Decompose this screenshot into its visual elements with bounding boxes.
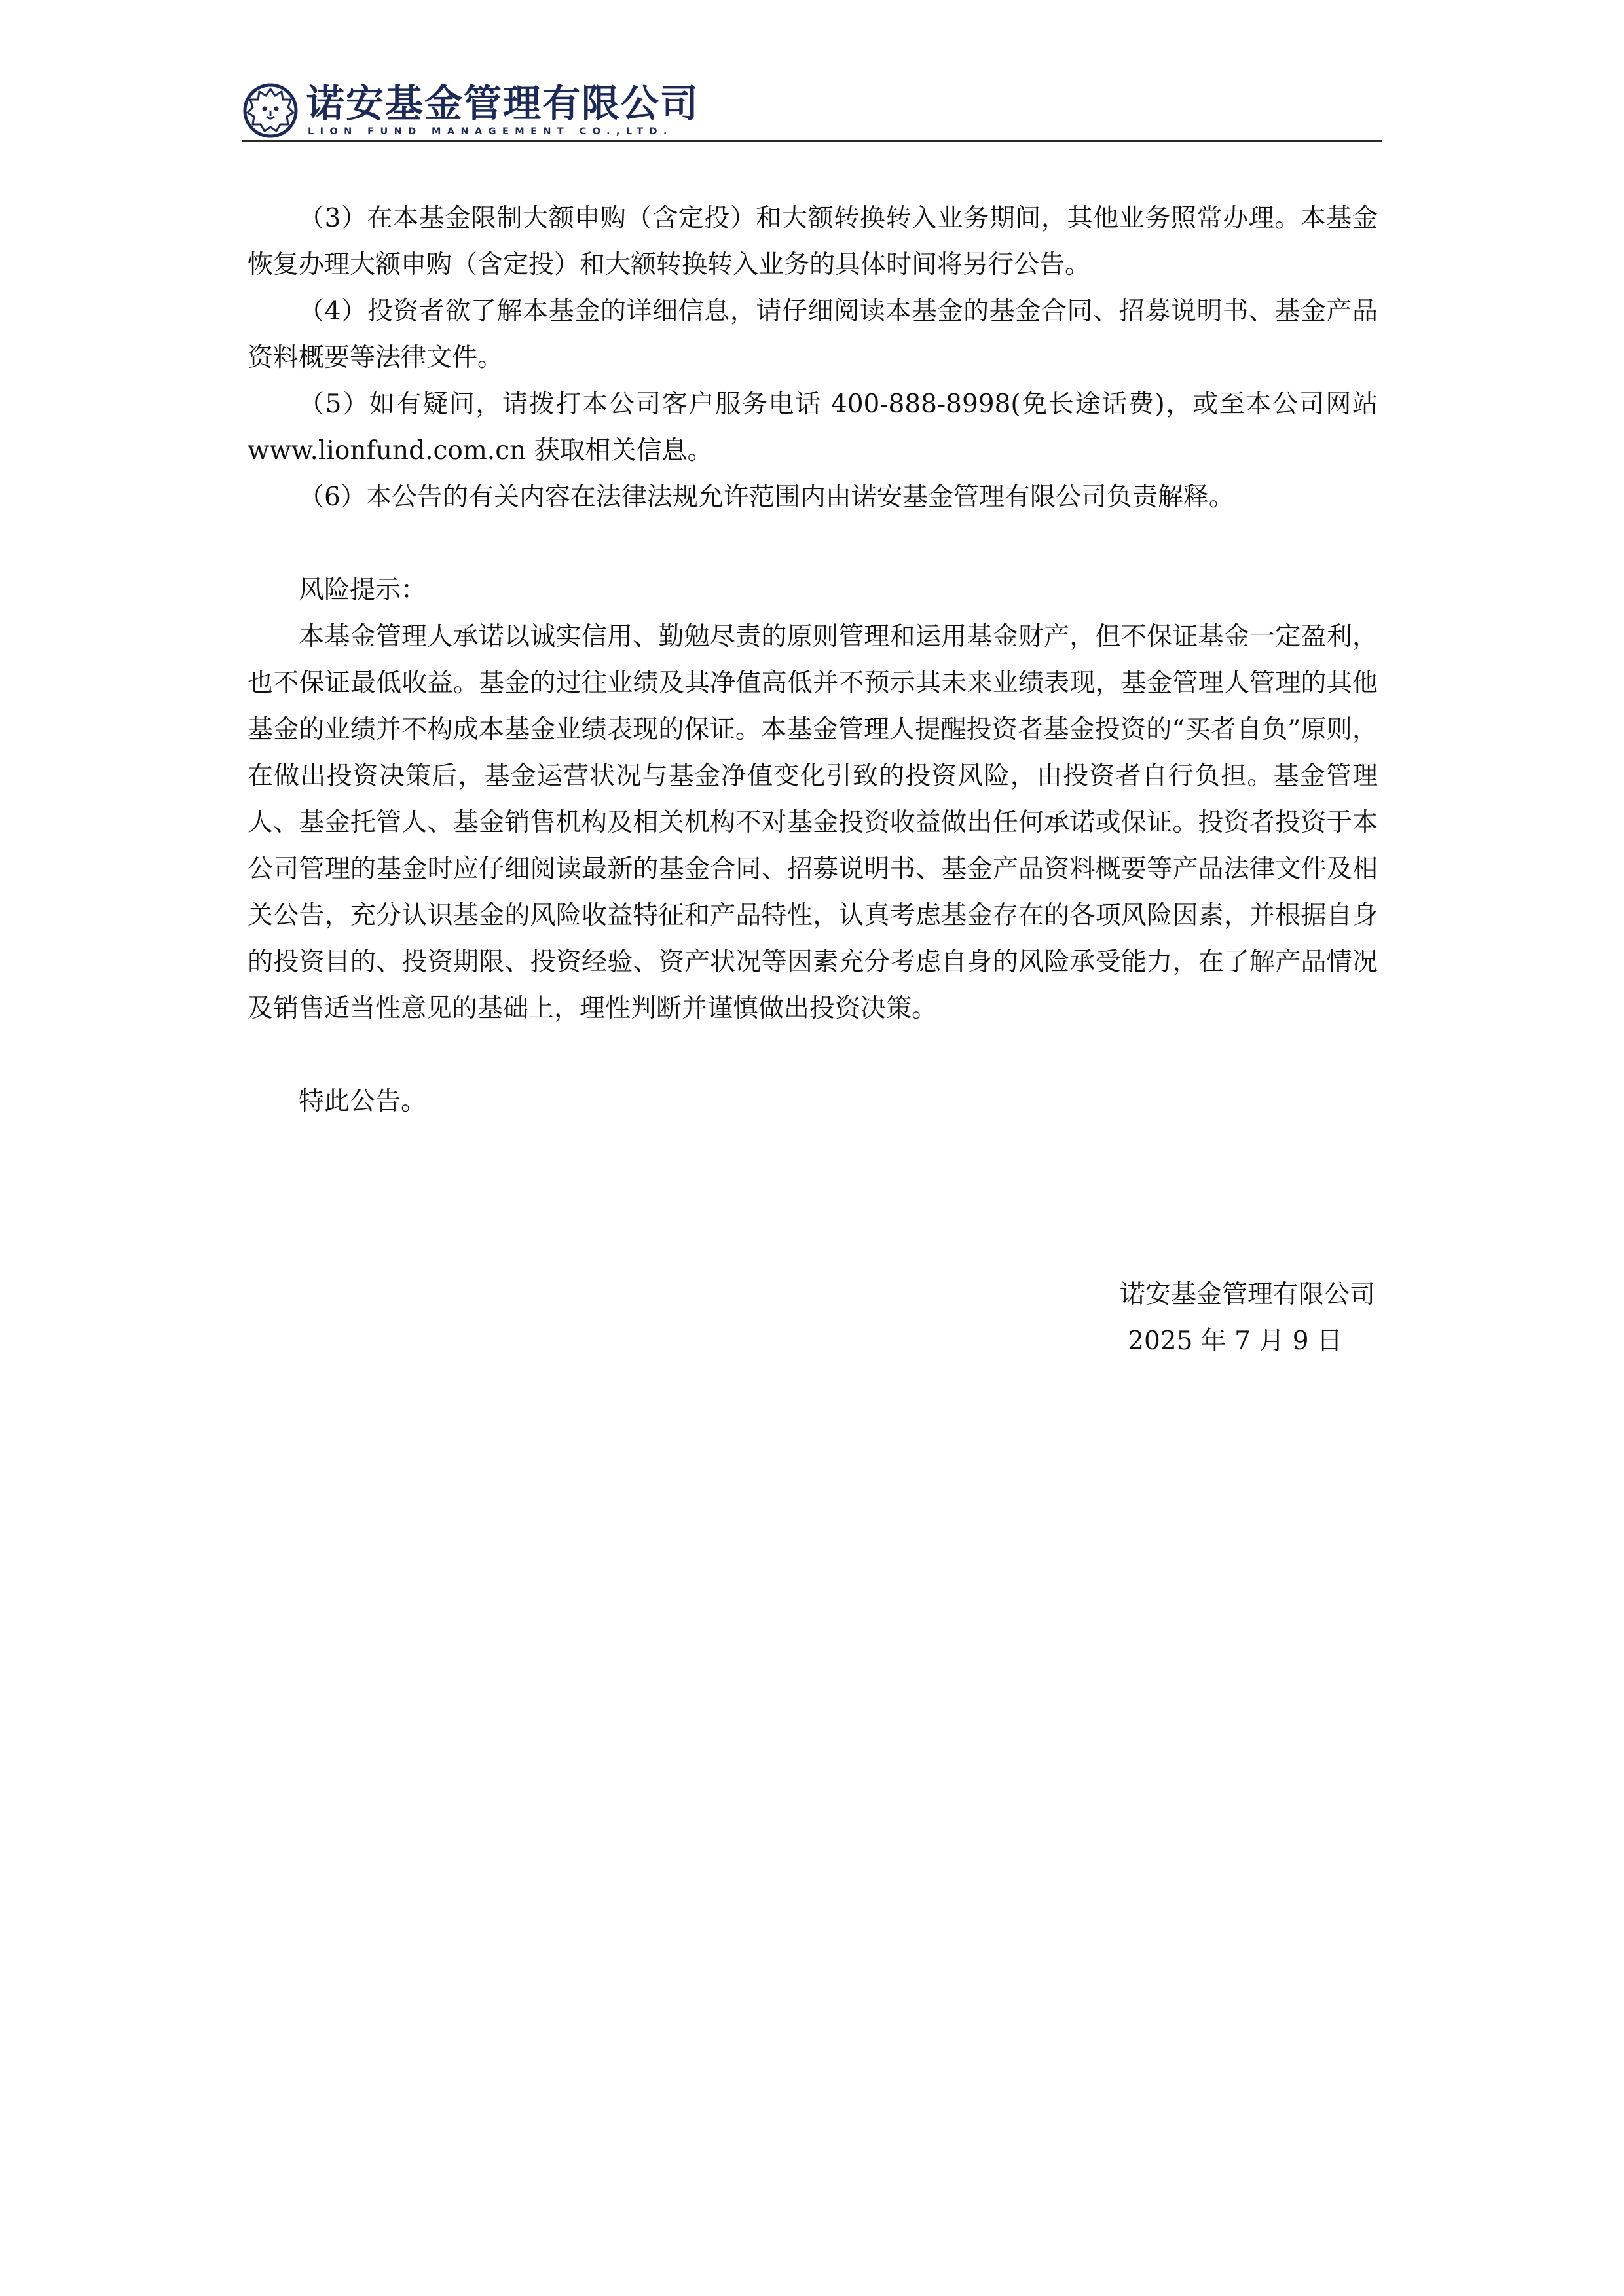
letterhead bbox=[242, 80, 1382, 145]
company-name-en: LION FUND MANAGEMENT CO.,LTD. bbox=[308, 126, 673, 137]
lion-head-icon bbox=[242, 82, 299, 139]
closing-line: 特此公告。 bbox=[299, 1087, 427, 1116]
signature-date: 2025 年 7 月 9 日 bbox=[1128, 1326, 1342, 1356]
paragraph-spacer bbox=[248, 520, 1378, 567]
document-body bbox=[248, 195, 1378, 1125]
paragraph-spacer bbox=[248, 1032, 1378, 1078]
risk-paragraph: 本基金管理人承诺以诚实信用、勤勉尽责的原则管理和运用基金财产，但不保证基金一定盈利，也不保证最低收益。基金的过往业绩及其净值高低并不预示其未来业绩表现，基金管理人管理的其他基金的业绩并不构成本基金业绩表现的保证。本基金管理人提醒投资者基金投资的“买者自负”原则，在做出投资决策后，基金运营状况与基金净值变化引致的投资风险，由投资者自行负担。基金管理人、基金托管人、基金销售机构及相关机构不对基金投资收益做出任何承诺或保证。投资者投资于本公司管理的基金时应仔细阅读最新的基金合同、招募说明书、基金产品资料概要等产品法律文件及相关公告，充分认识基金的风险收益特征和产品特性，认真考虑基金存在的各项风险因素，并根据自身的投资目的、投资期限、投资经验、资产状况等因素充分考虑自身的风险承受能力，在了解产品情况及销售适当性意见的基础上，理性判断并谨慎做出投资决策。 bbox=[248, 622, 1378, 1023]
risk-heading: 风险提示： bbox=[299, 575, 427, 605]
note-paragraph-4: （4）投资者欲了解本基金的详细信息，请仔细阅读本基金的基金合同、招募说明书、基金产品资料概要等法律文件。 bbox=[248, 297, 1378, 373]
note-paragraph-3: （3）在本基金限制大额申购（含定投）和大额转换转入业务期间，其他业务照常办理。本基金恢复办理大额申购（含定投）和大额转换转入业务的具体时间将另行公告。 bbox=[248, 204, 1378, 280]
signature-block bbox=[1120, 1271, 1375, 1364]
company-name-cn: 诺安基金管理有限公司 bbox=[306, 81, 700, 126]
signature-company: 诺安基金管理有限公司 bbox=[1119, 1280, 1375, 1309]
note-paragraph-6: （6）本公告的有关内容在法律法规允许范围内由诺安基金管理有限公司负责解释。 bbox=[299, 483, 1234, 512]
header-divider bbox=[242, 140, 1382, 142]
note-paragraph-5: （5）如有疑问，请拨打本公司客户服务电话 400-888-8998(免长途话费)，或至本公司网站 www.lionfund.com.cn 获取相关信息。 bbox=[248, 390, 1378, 465]
